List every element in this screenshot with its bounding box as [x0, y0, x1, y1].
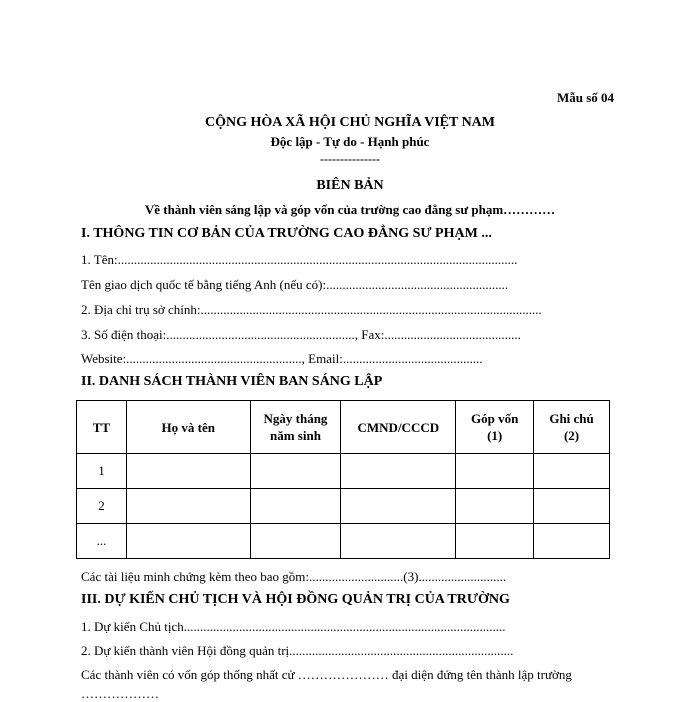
- national-motto: Độc lập - Tự do - Hạnh phúc: [270, 134, 430, 149]
- header-separator: ---------------: [320, 152, 380, 166]
- document-subtitle: Về thành viên sáng lập và góp vốn của trường cao đẳng sư phạm…………: [144, 202, 556, 217]
- field-address: 2. Địa chỉ trụ sở chính:.........................................................................................................: [81, 302, 542, 317]
- national-title: CỘNG HÒA XÃ HỘI CHỦ NGHĨA VIỆT NAM: [204, 115, 495, 130]
- field-web-email: Website:......................................................, Email:...........................................: [81, 351, 483, 366]
- section-2-heading: II. DANH SÁCH THÀNH VIÊN BAN SÁNG LẬP: [81, 374, 383, 389]
- form-number: Mẫu số 04: [556, 90, 614, 105]
- row-index: 1: [77, 454, 127, 489]
- field-english-name: Tên giao dịch quốc tế bằng tiếng Anh (nếu có):........................................................: [81, 277, 509, 292]
- table-row: [77, 489, 610, 524]
- col-header-note: Ghi chú (2): [534, 401, 610, 454]
- evidence-line: Các tài liệu minh chứng kèm theo bao gồm:.............................(3)...........................: [81, 569, 507, 584]
- field-board: 2. Dự kiến thành viên Hội đồng quản trị.....................................................................: [81, 643, 514, 658]
- field-phone-fax: 3. Số điện thoại:.........................................................., Fax:..........................................: [81, 327, 521, 342]
- row-index: ...: [77, 524, 127, 559]
- col-header-id-card: CMND/CCCD: [341, 401, 456, 454]
- table-row: [77, 524, 610, 559]
- table-header-row: [77, 401, 610, 454]
- section-1-heading: I. THÔNG TIN CƠ BẢN CỦA TRƯỜNG CAO ĐẲNG SƯ PHẠM ...: [81, 226, 492, 241]
- table-row: [77, 454, 610, 489]
- col-header-birth-date: Ngày tháng năm sinh: [250, 401, 341, 454]
- field-name: 1. Tên:...........................................................................................................................: [81, 252, 518, 267]
- col-header-index: TT: [77, 401, 127, 454]
- col-header-full-name: Họ và tên: [126, 401, 250, 454]
- row-index: 2: [77, 489, 127, 524]
- section-3-heading: III. DỰ KIẾN CHỦ TỊCH VÀ HỘI ĐỒNG QUẢN TRỊ CỦA TRƯỜNG: [81, 592, 510, 607]
- founders-table: [76, 400, 610, 559]
- field-members: Các thành viên có vốn góp thống nhất cử ………………… đại diện đứng tên thành lập trường: [81, 667, 572, 682]
- document-title: BIÊN BẢN: [316, 178, 384, 193]
- field-members-continued: ………………: [81, 686, 159, 701]
- field-chair: 1. Dự kiến Chủ tịch...................................................................................................: [81, 619, 506, 634]
- col-header-capital: Góp vốn (1): [456, 401, 534, 454]
